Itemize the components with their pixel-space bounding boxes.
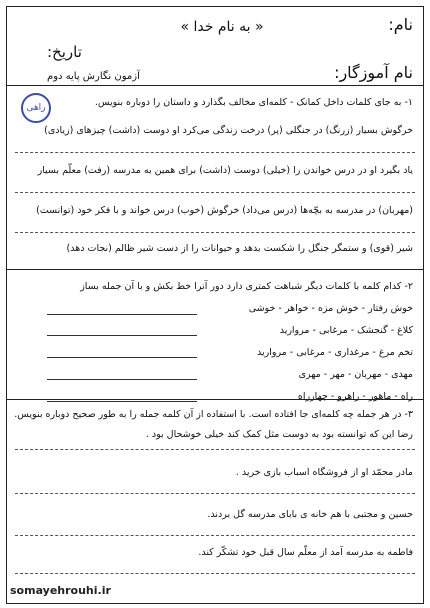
q3-sentence-4: فاطمه به مدرسه آمد از معلّم سال قبل خود تشکّر کند. [198,547,413,558]
q2-instruction: ۲- کدام کلمه با کلمات دیگر شباهت کمتری دارد دور آنرا خط بکش و با آن جمله بساز [80,281,413,292]
q2-row-5: راه - ماهور - راهرو - چهارراه [297,391,413,402]
q3-instruction: ۳- در هر جمله چه کلمه‌ای جا افتاده است. با استفاده از آن کلمه جمله را به طور صحیح دوباره بنویس. [14,409,413,420]
divider [15,449,415,450]
section-divider [7,399,423,400]
q2-row-3: تخم مرغ - مرغداری - مرغابی - مروارید [257,347,413,358]
date-label: تاریخ: [47,43,82,61]
q3-sentence-1: رضا این که توانسته بود به دوست مثل کمک کند خیلی خوشحال بود . [145,429,413,440]
q1-line-3: (مهربان) در مدرسه به بچّه‌ها (درس می‌داد) خرگوش (خوب) درس خواند و با فکر خود (توانست) [36,205,413,216]
divider [15,192,415,193]
answer-line[interactable] [47,379,197,380]
q1-line-2: یاد بگیرد او در درس خواندن را (خیلی) دوست (داشت) برای همین به مدرسه (رفت) معلّم بسیار [37,165,413,176]
header-divider [7,85,423,86]
q3-sentence-2: مادر محمّد او از فروشگاه اسباب بازی خرید . [235,467,413,478]
q2-row-1: خوش رفتار - خوش مزه - خواهر - خوشی [248,303,413,314]
q2-row-4: مهدی - مهربان - مهر - مهری [298,369,413,380]
q1-line-1: خرگوش بسیار (زرنگ) در جنگلی (پر) درخت زندگی می‌کرد او دوست (داشت) چیزهای (زیادی) [44,125,413,136]
q1-instruction: ۱- به جای کلمات داخل کمانک - کلمه‌ای مخالف بگذارد و داستان را دوباره بنویس. [94,97,413,108]
answer-line[interactable] [47,357,197,358]
name-label: نام: [388,15,413,34]
divider [15,535,415,536]
footer-site-url: somayehrouhi.ir [10,584,111,597]
q2-row-2: کلاغ - گنجشک - مرغابی - مروارید [279,325,413,336]
divider [15,573,415,574]
logo-stamp: راهی [21,93,51,123]
answer-line[interactable] [47,401,197,402]
section-divider [7,269,423,270]
divider [15,232,415,233]
q3-sentence-3: حسین و مجتبی با هم خانه ی بابای مدرسه گل بردند. [207,509,413,520]
q1-line-4: شیر (قوی) و ستمگر جنگل را شکست بدهد و حیوانات را از دست شیر ظالم (نجات دهد) [66,243,413,254]
teacher-label: نام آموزگار: [334,63,413,82]
exam-title: آزمون نگارش پایه دوم [47,71,140,82]
divider [15,152,415,153]
page-title: « به نام خدا » [180,19,264,35]
answer-line[interactable] [47,335,197,336]
answer-line[interactable] [47,314,197,315]
divider [15,493,415,494]
worksheet-page [6,6,424,604]
